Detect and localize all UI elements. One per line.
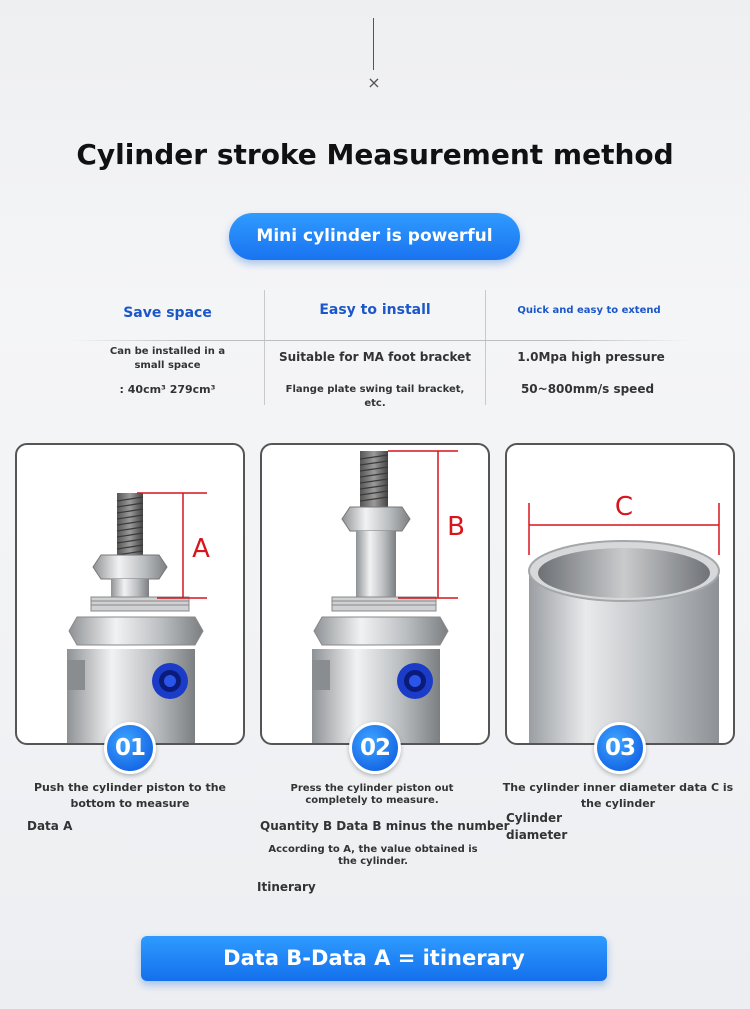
feature-heading-extend: Quick and easy to extend xyxy=(517,305,661,316)
step-image-card xyxy=(260,443,490,745)
step-detail: Data A xyxy=(27,819,73,833)
step-caption: The cylinder inner diameter data C is the cylinder xyxy=(502,781,734,810)
feature-text: Flange plate swing tail bracket, etc. xyxy=(285,384,465,409)
feature-divider xyxy=(264,290,265,405)
measure-label-c: C xyxy=(614,492,634,522)
step-image-card xyxy=(505,443,735,745)
feature-divider xyxy=(485,290,486,405)
step-number-badge: 03 xyxy=(594,722,646,774)
step-caption: Push the cylinder piston to the bottom to measure xyxy=(34,781,226,810)
step-detail: Itinerary xyxy=(257,880,316,894)
measure-label-a: A xyxy=(192,534,210,564)
feature-text: 50~800mm/s speed xyxy=(520,382,655,396)
step-number-badge: 01 xyxy=(104,722,156,774)
cylinder-stroke-a-illustration xyxy=(17,445,243,743)
feature-text: 1.0Mpa high pressure xyxy=(517,350,665,364)
decorative-line xyxy=(373,18,374,70)
close-icon: × xyxy=(367,73,381,92)
page-title: Cylinder stroke Measurement method xyxy=(76,138,674,171)
formula-banner: Data B-Data A = itinerary xyxy=(141,936,607,981)
feature-heading-easy-install: Easy to install xyxy=(319,302,431,318)
feature-heading-save-space: Save space xyxy=(123,305,212,321)
mini-cylinder-banner: Mini cylinder is powerful xyxy=(229,213,520,260)
feature-text: : 40cm³ 279cm³ xyxy=(119,383,216,396)
cylinder-diameter-c-illustration xyxy=(507,445,733,743)
measure-label-b: B xyxy=(447,512,465,542)
step-detail: Quantity B Data B minus the number xyxy=(260,819,510,833)
step-caption: Press the cylinder piston out completely to measure. xyxy=(290,783,454,806)
feature-text: Suitable for MA foot bracket xyxy=(279,350,471,364)
cylinder-stroke-b-illustration xyxy=(262,445,488,743)
step-detail: According to A, the value obtained is the cylinder. xyxy=(268,844,478,867)
feature-separator xyxy=(70,340,690,341)
step-number-badge: 02 xyxy=(349,722,401,774)
feature-text: Can be installed in a small space xyxy=(109,346,226,371)
step-detail: Cylinder diameter xyxy=(506,811,568,842)
step-image-card xyxy=(15,443,245,745)
